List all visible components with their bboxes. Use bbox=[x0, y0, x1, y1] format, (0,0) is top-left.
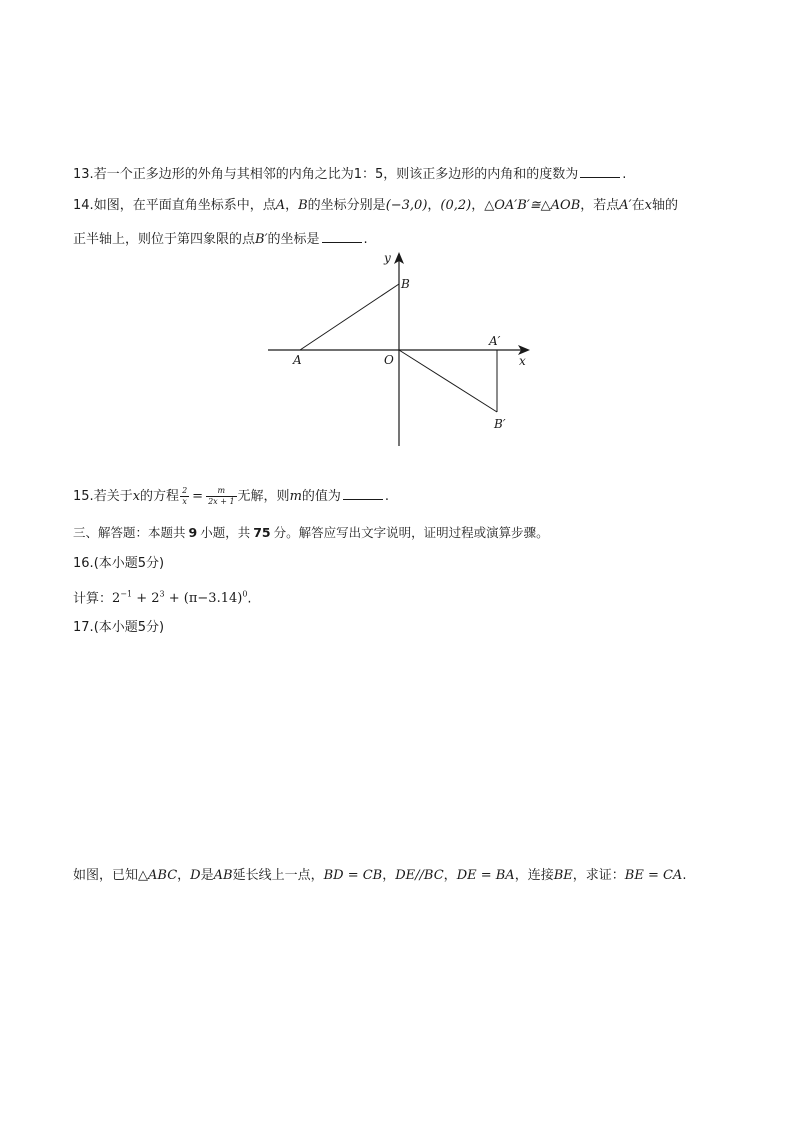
equation-be-ca: BE = CA bbox=[624, 868, 683, 883]
triangle-abc: △ABC bbox=[138, 868, 178, 883]
expr-exponent: −1 bbox=[120, 590, 133, 599]
equation-de-ba: DE = BA bbox=[456, 868, 515, 883]
coordinate-b: (0,2) bbox=[440, 198, 472, 213]
question-14-line-1 bbox=[73, 197, 678, 215]
expr-exponent: 0 bbox=[242, 590, 248, 599]
question-14-number: 14. bbox=[73, 198, 94, 213]
question-count: 9 bbox=[188, 525, 198, 540]
question-17-text: 延长线上一点， bbox=[232, 868, 324, 883]
question-14-text: 在 bbox=[631, 198, 645, 213]
calc-label: 计算： bbox=[73, 591, 113, 607]
question-13 bbox=[73, 165, 626, 184]
question-13-end: . bbox=[622, 167, 627, 182]
point-a-label: A bbox=[275, 198, 286, 213]
question-14-text: 如图，在平面直角坐标系中，点 bbox=[93, 198, 276, 213]
equation-bd-cb: BD = CB bbox=[323, 868, 383, 883]
point-b-label: B bbox=[298, 198, 308, 213]
separator: ， bbox=[443, 868, 457, 883]
expr-base: 2 bbox=[112, 591, 121, 607]
question-16-score: (本小题5分) bbox=[93, 556, 165, 571]
question-16-body bbox=[73, 586, 252, 608]
question-17-text: 如图，已知 bbox=[73, 868, 139, 883]
label-y: y bbox=[384, 251, 391, 265]
question-15-number: 15. bbox=[73, 489, 94, 504]
total-score: 75 bbox=[253, 525, 271, 540]
fraction-2-over-x bbox=[180, 486, 189, 507]
segment-ab-label: AB bbox=[213, 868, 233, 883]
parallel-de-bc: DE//BC bbox=[395, 868, 444, 883]
expr-operator: + (π−3.14) bbox=[164, 591, 243, 607]
question-17-body bbox=[73, 867, 686, 885]
separator: ， bbox=[471, 198, 485, 213]
question-16-number: 16. bbox=[73, 556, 94, 571]
separator: ， bbox=[427, 198, 441, 213]
label-b-prime: B′ bbox=[494, 417, 506, 431]
m-variable: m bbox=[289, 489, 302, 504]
question-14-text: 轴的 bbox=[651, 198, 678, 213]
question-17-end: . bbox=[682, 868, 687, 883]
section-3-text: 分。解答应写出文字说明，证明过程或演算步骤。 bbox=[273, 525, 549, 540]
question-15-text: 的方程 bbox=[140, 489, 180, 504]
fraction-denominator: 2x + 1 bbox=[208, 497, 235, 506]
question-16-header bbox=[73, 555, 164, 573]
separator: ， bbox=[285, 198, 299, 213]
question-17-header bbox=[73, 619, 164, 637]
question-14-line-2 bbox=[73, 230, 368, 249]
label-a: A bbox=[293, 353, 302, 367]
expr-operator: + bbox=[132, 591, 152, 607]
segment-ab bbox=[300, 284, 399, 350]
expr-base: 2 bbox=[151, 591, 160, 607]
question-17-text: ，求证： bbox=[572, 868, 625, 883]
section-3-text: 小题，共 bbox=[200, 525, 251, 540]
answer-blank-15 bbox=[343, 487, 383, 500]
label-a-prime: A′ bbox=[489, 334, 501, 348]
coordinate-figure bbox=[260, 248, 540, 453]
expr-exponent: 3 bbox=[159, 590, 165, 599]
point-b-prime-label: B′ bbox=[255, 232, 268, 247]
question-17-number: 17. bbox=[73, 620, 94, 635]
fraction-m-over-2x-plus-1 bbox=[206, 486, 236, 507]
label-x: x bbox=[519, 354, 526, 368]
question-13-text: 若一个正多边形的外角与其相邻的内角之比为1：5，则该正多边形的内角和的度数为 bbox=[93, 167, 579, 182]
question-17-score: (本小题5分) bbox=[93, 620, 165, 635]
separator: ， bbox=[382, 868, 396, 883]
congruence-statement: △OA′B′≅△AOB bbox=[484, 198, 581, 213]
question-14-text: 的坐标分别是 bbox=[307, 198, 386, 213]
question-15-text: 的值为 bbox=[301, 489, 341, 504]
label-b: B bbox=[401, 277, 410, 291]
question-14-text: ，若点 bbox=[580, 198, 620, 213]
fraction-numerator: m bbox=[206, 486, 236, 497]
x-variable: x bbox=[132, 489, 141, 504]
question-17-text: ，连接 bbox=[514, 868, 554, 883]
section-3-text: 三、解答题：本题共 bbox=[73, 525, 186, 540]
question-17-text: 是 bbox=[200, 868, 214, 883]
segment-be-label: BE bbox=[553, 868, 573, 883]
equals-sign: = bbox=[192, 489, 204, 504]
question-15-end: . bbox=[384, 489, 390, 504]
point-d-label: D bbox=[190, 868, 201, 883]
answer-blank-13 bbox=[580, 165, 620, 178]
fraction-denominator: x bbox=[182, 497, 187, 506]
fraction-numerator: 2 bbox=[182, 486, 188, 495]
question-16-end: . bbox=[247, 591, 252, 607]
segment-ob-prime bbox=[399, 350, 497, 412]
question-13-number: 13. bbox=[73, 167, 94, 182]
question-14-text: 的坐标是 bbox=[267, 232, 320, 247]
question-15 bbox=[73, 484, 389, 510]
question-15-text: 若关于 bbox=[93, 489, 133, 504]
question-14-end: . bbox=[363, 232, 368, 247]
question-15-text: 无解，则 bbox=[237, 489, 290, 504]
expression bbox=[112, 591, 247, 606]
question-14-text: 正半轴上，则位于第四象限的点 bbox=[73, 232, 256, 247]
answer-blank-14 bbox=[322, 230, 362, 243]
coordinate-a: (−3,0) bbox=[385, 198, 428, 213]
separator: ， bbox=[177, 868, 191, 883]
section-3-heading bbox=[73, 524, 549, 542]
point-a-prime-label: A′ bbox=[619, 198, 632, 213]
x-variable: x bbox=[644, 198, 652, 213]
label-o: O bbox=[384, 353, 394, 367]
